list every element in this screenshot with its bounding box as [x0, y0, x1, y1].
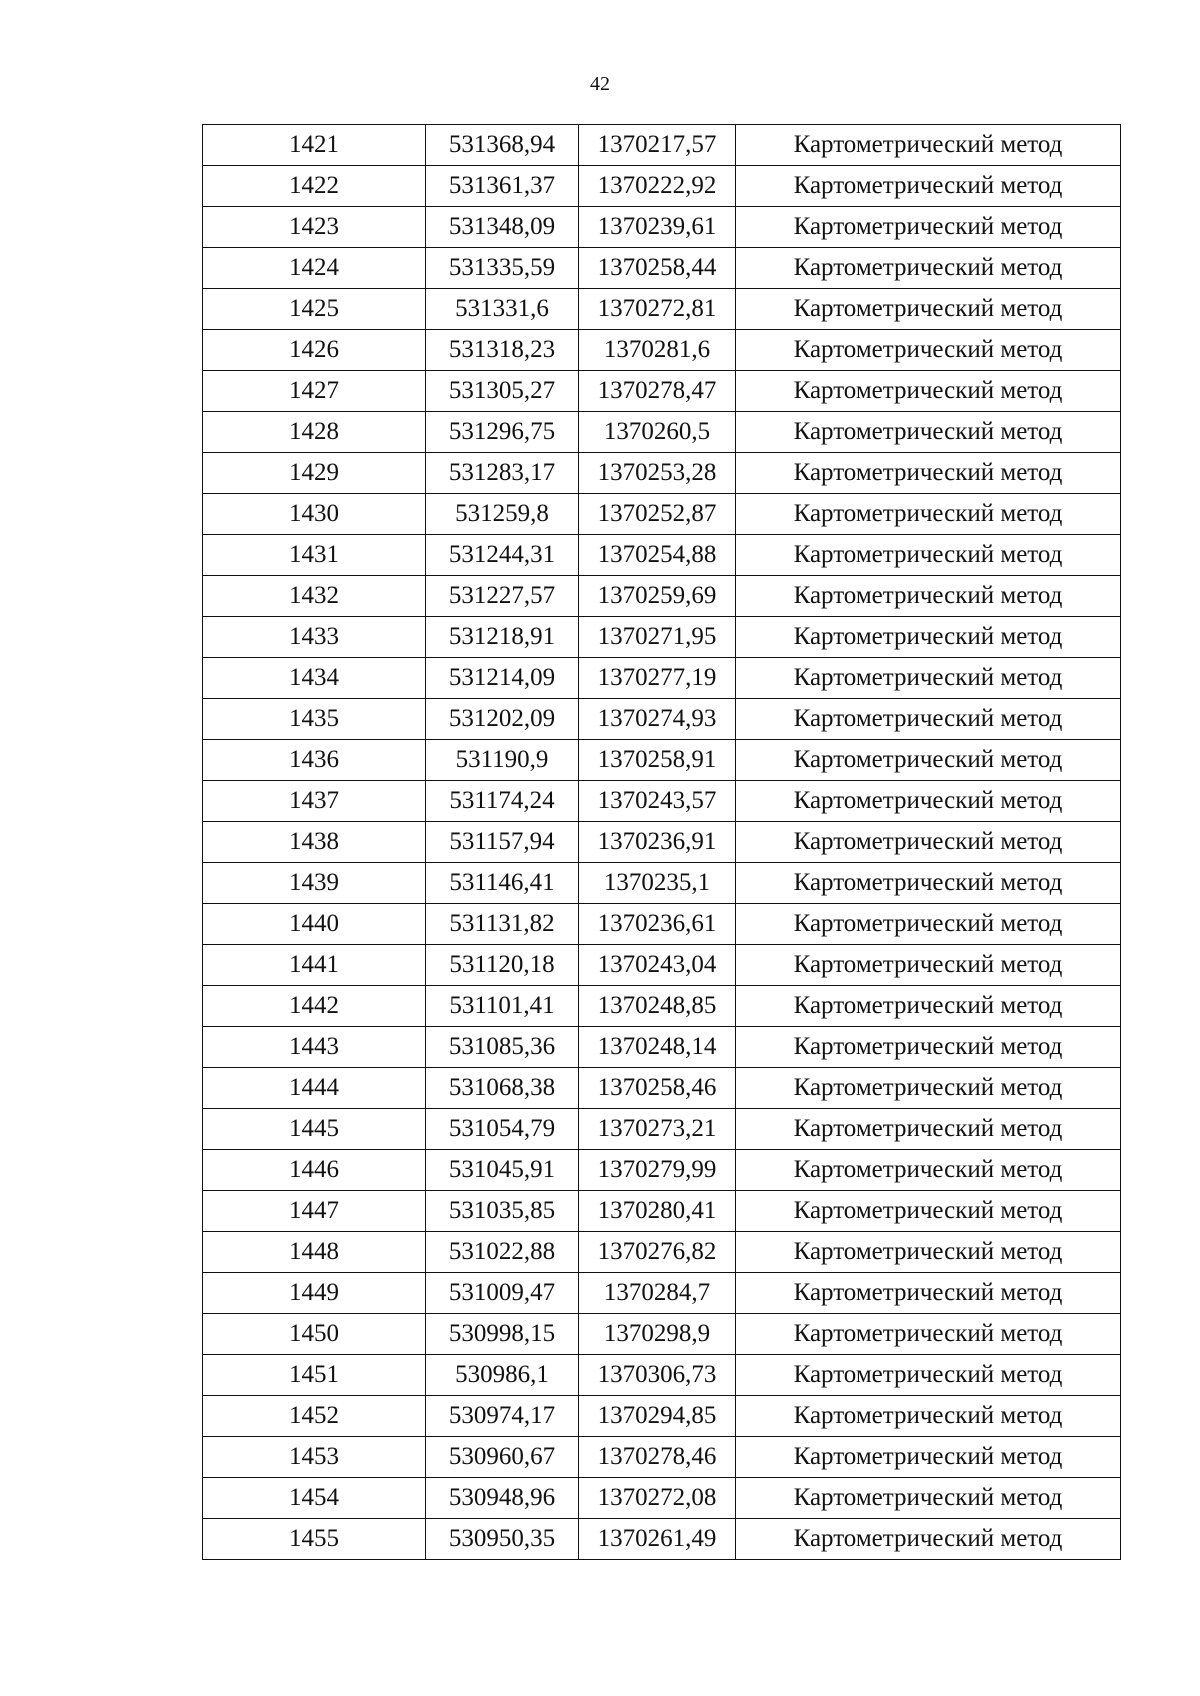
method-cell: Картометрический метод	[736, 781, 1121, 822]
table-row	[203, 576, 1121, 617]
point-number-cell: 1440	[203, 904, 426, 945]
point-number-cell: 1449	[203, 1273, 426, 1314]
table-row	[203, 904, 1121, 945]
x-coordinate-cell: 531331,6	[426, 289, 579, 330]
x-coordinate-cell: 531283,17	[426, 453, 579, 494]
table-row	[203, 1519, 1121, 1560]
y-coordinate-cell: 1370222,92	[579, 166, 736, 207]
x-coordinate-cell: 530986,1	[426, 1355, 579, 1396]
table-row	[203, 863, 1121, 904]
x-coordinate-cell: 531146,41	[426, 863, 579, 904]
point-number-cell: 1441	[203, 945, 426, 986]
table-row	[203, 986, 1121, 1027]
x-coordinate-cell: 531045,91	[426, 1150, 579, 1191]
table-row	[203, 740, 1121, 781]
table-row	[203, 1027, 1121, 1068]
method-cell: Картометрический метод	[736, 1273, 1121, 1314]
x-coordinate-cell: 531368,94	[426, 125, 579, 166]
method-cell: Картометрический метод	[736, 945, 1121, 986]
table-row	[203, 1273, 1121, 1314]
x-coordinate-cell: 530960,67	[426, 1437, 579, 1478]
point-number-cell: 1429	[203, 453, 426, 494]
y-coordinate-cell: 1370253,28	[579, 453, 736, 494]
method-cell: Картометрический метод	[736, 1355, 1121, 1396]
point-number-cell: 1430	[203, 494, 426, 535]
y-coordinate-cell: 1370235,1	[579, 863, 736, 904]
y-coordinate-cell: 1370252,87	[579, 494, 736, 535]
x-coordinate-cell: 531361,37	[426, 166, 579, 207]
table-row	[203, 330, 1121, 371]
point-number-cell: 1446	[203, 1150, 426, 1191]
x-coordinate-cell: 531085,36	[426, 1027, 579, 1068]
point-number-cell: 1434	[203, 658, 426, 699]
x-coordinate-cell: 530948,96	[426, 1478, 579, 1519]
y-coordinate-cell: 1370258,91	[579, 740, 736, 781]
point-number-cell: 1423	[203, 207, 426, 248]
point-number-cell: 1455	[203, 1519, 426, 1560]
x-coordinate-cell: 531157,94	[426, 822, 579, 863]
table-row	[203, 1109, 1121, 1150]
table-row	[203, 1355, 1121, 1396]
point-number-cell: 1447	[203, 1191, 426, 1232]
method-cell: Картометрический метод	[736, 1191, 1121, 1232]
method-cell: Картометрический метод	[736, 1068, 1121, 1109]
method-cell: Картометрический метод	[736, 1232, 1121, 1273]
y-coordinate-cell: 1370279,99	[579, 1150, 736, 1191]
method-cell: Картометрический метод	[736, 1396, 1121, 1437]
y-coordinate-cell: 1370248,14	[579, 1027, 736, 1068]
x-coordinate-cell: 531244,31	[426, 535, 579, 576]
point-number-cell: 1421	[203, 125, 426, 166]
y-coordinate-cell: 1370236,91	[579, 822, 736, 863]
method-cell: Картометрический метод	[736, 863, 1121, 904]
y-coordinate-cell: 1370236,61	[579, 904, 736, 945]
coordinates-table-body	[203, 125, 1121, 1560]
table-row	[203, 494, 1121, 535]
x-coordinate-cell: 531054,79	[426, 1109, 579, 1150]
table-row	[203, 1068, 1121, 1109]
x-coordinate-cell: 531318,23	[426, 330, 579, 371]
y-coordinate-cell: 1370306,73	[579, 1355, 736, 1396]
y-coordinate-cell: 1370278,47	[579, 371, 736, 412]
table-row	[203, 535, 1121, 576]
method-cell: Картометрический метод	[736, 699, 1121, 740]
x-coordinate-cell: 531214,09	[426, 658, 579, 699]
method-cell: Картометрический метод	[736, 1150, 1121, 1191]
x-coordinate-cell: 531227,57	[426, 576, 579, 617]
method-cell: Картометрический метод	[736, 125, 1121, 166]
method-cell: Картометрический метод	[736, 207, 1121, 248]
table-row	[203, 1437, 1121, 1478]
point-number-cell: 1436	[203, 740, 426, 781]
method-cell: Картометрический метод	[736, 289, 1121, 330]
coordinates-table	[202, 124, 1121, 1560]
point-number-cell: 1444	[203, 1068, 426, 1109]
x-coordinate-cell: 531202,09	[426, 699, 579, 740]
method-cell: Картометрический метод	[736, 617, 1121, 658]
method-cell: Картометрический метод	[736, 576, 1121, 617]
point-number-cell: 1433	[203, 617, 426, 658]
y-coordinate-cell: 1370260,5	[579, 412, 736, 453]
table-row	[203, 1150, 1121, 1191]
point-number-cell: 1452	[203, 1396, 426, 1437]
table-row	[203, 412, 1121, 453]
x-coordinate-cell: 530998,15	[426, 1314, 579, 1355]
point-number-cell: 1431	[203, 535, 426, 576]
method-cell: Картометрический метод	[736, 1437, 1121, 1478]
table-row	[203, 125, 1121, 166]
y-coordinate-cell: 1370272,81	[579, 289, 736, 330]
x-coordinate-cell: 531101,41	[426, 986, 579, 1027]
point-number-cell: 1425	[203, 289, 426, 330]
table-row	[203, 1314, 1121, 1355]
y-coordinate-cell: 1370274,93	[579, 699, 736, 740]
method-cell: Картометрический метод	[736, 1519, 1121, 1560]
table-row	[203, 1232, 1121, 1273]
point-number-cell: 1445	[203, 1109, 426, 1150]
x-coordinate-cell: 531335,59	[426, 248, 579, 289]
y-coordinate-cell: 1370258,44	[579, 248, 736, 289]
table-row	[203, 1396, 1121, 1437]
x-coordinate-cell: 531035,85	[426, 1191, 579, 1232]
point-number-cell: 1437	[203, 781, 426, 822]
table-row	[203, 1191, 1121, 1232]
point-number-cell: 1453	[203, 1437, 426, 1478]
page-number: 42	[590, 73, 610, 95]
y-coordinate-cell: 1370276,82	[579, 1232, 736, 1273]
table-row	[203, 658, 1121, 699]
method-cell: Картометрический метод	[736, 535, 1121, 576]
y-coordinate-cell: 1370281,6	[579, 330, 736, 371]
x-coordinate-cell: 531296,75	[426, 412, 579, 453]
method-cell: Картометрический метод	[736, 658, 1121, 699]
table-row	[203, 822, 1121, 863]
point-number-cell: 1450	[203, 1314, 426, 1355]
method-cell: Картометрический метод	[736, 453, 1121, 494]
method-cell: Картометрический метод	[736, 1478, 1121, 1519]
x-coordinate-cell: 531174,24	[426, 781, 579, 822]
method-cell: Картометрический метод	[736, 1109, 1121, 1150]
y-coordinate-cell: 1370261,49	[579, 1519, 736, 1560]
method-cell: Картометрический метод	[736, 1027, 1121, 1068]
point-number-cell: 1422	[203, 166, 426, 207]
x-coordinate-cell: 531120,18	[426, 945, 579, 986]
point-number-cell: 1435	[203, 699, 426, 740]
y-coordinate-cell: 1370273,21	[579, 1109, 736, 1150]
x-coordinate-cell: 531022,88	[426, 1232, 579, 1273]
x-coordinate-cell: 530974,17	[426, 1396, 579, 1437]
method-cell: Картометрический метод	[736, 494, 1121, 535]
point-number-cell: 1426	[203, 330, 426, 371]
table-row	[203, 453, 1121, 494]
point-number-cell: 1427	[203, 371, 426, 412]
method-cell: Картометрический метод	[736, 986, 1121, 1027]
x-coordinate-cell: 531131,82	[426, 904, 579, 945]
point-number-cell: 1451	[203, 1355, 426, 1396]
point-number-cell: 1432	[203, 576, 426, 617]
method-cell: Картометрический метод	[736, 904, 1121, 945]
table-row	[203, 945, 1121, 986]
table-row	[203, 371, 1121, 412]
y-coordinate-cell: 1370284,7	[579, 1273, 736, 1314]
table-row	[203, 1478, 1121, 1519]
y-coordinate-cell: 1370298,9	[579, 1314, 736, 1355]
x-coordinate-cell: 531259,8	[426, 494, 579, 535]
y-coordinate-cell: 1370243,57	[579, 781, 736, 822]
method-cell: Картометрический метод	[736, 412, 1121, 453]
y-coordinate-cell: 1370259,69	[579, 576, 736, 617]
point-number-cell: 1442	[203, 986, 426, 1027]
y-coordinate-cell: 1370254,88	[579, 535, 736, 576]
x-coordinate-cell: 530950,35	[426, 1519, 579, 1560]
x-coordinate-cell: 531068,38	[426, 1068, 579, 1109]
x-coordinate-cell: 531009,47	[426, 1273, 579, 1314]
point-number-cell: 1454	[203, 1478, 426, 1519]
y-coordinate-cell: 1370248,85	[579, 986, 736, 1027]
y-coordinate-cell: 1370277,19	[579, 658, 736, 699]
table-row	[203, 166, 1121, 207]
point-number-cell: 1448	[203, 1232, 426, 1273]
table-row	[203, 699, 1121, 740]
x-coordinate-cell: 531348,09	[426, 207, 579, 248]
y-coordinate-cell: 1370243,04	[579, 945, 736, 986]
y-coordinate-cell: 1370239,61	[579, 207, 736, 248]
y-coordinate-cell: 1370278,46	[579, 1437, 736, 1478]
table-row	[203, 781, 1121, 822]
method-cell: Картометрический метод	[736, 371, 1121, 412]
point-number-cell: 1443	[203, 1027, 426, 1068]
y-coordinate-cell: 1370271,95	[579, 617, 736, 658]
method-cell: Картометрический метод	[736, 248, 1121, 289]
y-coordinate-cell: 1370217,57	[579, 125, 736, 166]
method-cell: Картометрический метод	[736, 1314, 1121, 1355]
method-cell: Картометрический метод	[736, 822, 1121, 863]
method-cell: Картометрический метод	[736, 330, 1121, 371]
table-row	[203, 289, 1121, 330]
x-coordinate-cell: 531305,27	[426, 371, 579, 412]
method-cell: Картометрический метод	[736, 166, 1121, 207]
y-coordinate-cell: 1370258,46	[579, 1068, 736, 1109]
point-number-cell: 1438	[203, 822, 426, 863]
x-coordinate-cell: 531190,9	[426, 740, 579, 781]
table-row	[203, 617, 1121, 658]
table-row	[203, 207, 1121, 248]
y-coordinate-cell: 1370280,41	[579, 1191, 736, 1232]
y-coordinate-cell: 1370272,08	[579, 1478, 736, 1519]
method-cell: Картометрический метод	[736, 740, 1121, 781]
y-coordinate-cell: 1370294,85	[579, 1396, 736, 1437]
table-row	[203, 248, 1121, 289]
point-number-cell: 1439	[203, 863, 426, 904]
x-coordinate-cell: 531218,91	[426, 617, 579, 658]
point-number-cell: 1428	[203, 412, 426, 453]
point-number-cell: 1424	[203, 248, 426, 289]
